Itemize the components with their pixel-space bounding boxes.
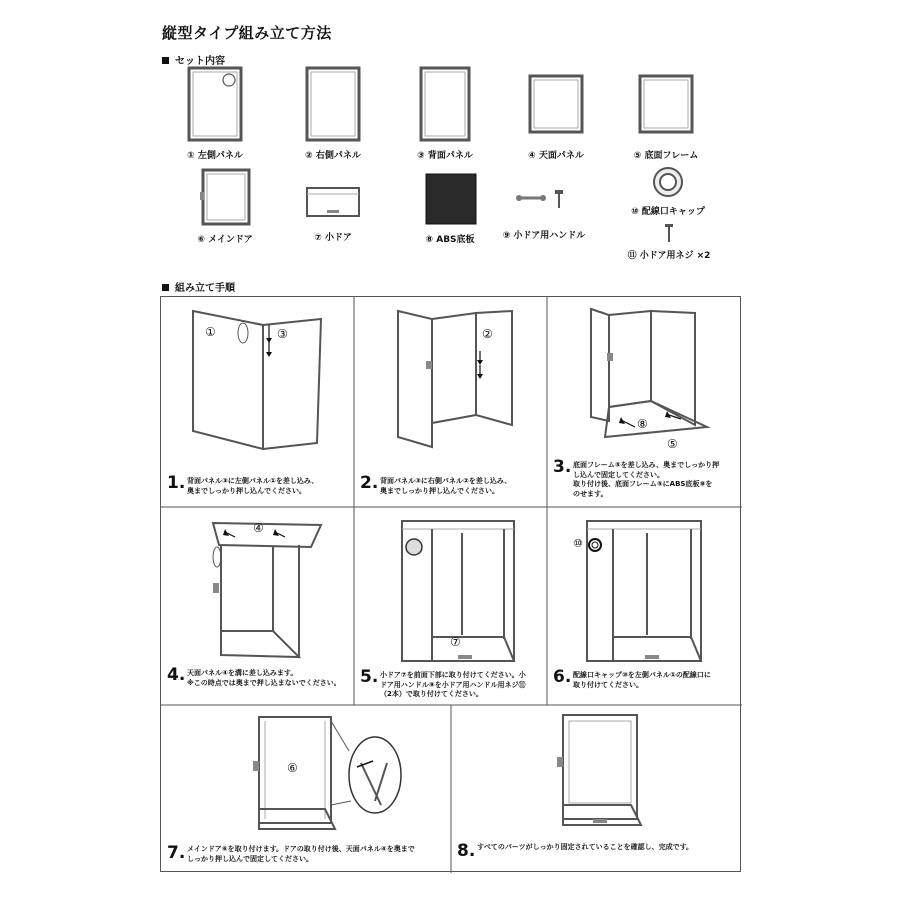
step-5-text: 小ドア⑦を前面下部に取り付けてください。小 ドア用ハンドル⑨を小ドア用ハンドル用ネジ⑪ （2本）で取り付けてください。 [380,671,526,698]
part-abs-board [410,172,490,245]
square-bullet-icon [162,57,169,64]
part-small-door [298,180,368,243]
steps-grid [160,296,741,872]
part-top-panel [518,70,594,161]
part-back-panel [410,64,480,161]
step-2-mark-right: ② [482,327,493,341]
part-screws [614,222,724,261]
step-3 [547,297,742,507]
top-panel-icon [524,70,588,144]
left-panel-icon [185,64,245,144]
part-small-door-handle [494,178,594,241]
step-8-number: 8. [457,841,476,861]
cable-cap-icon [648,164,688,200]
right-panel-icon [303,64,363,144]
step-3-number: 3. [553,457,572,477]
step-4-text: 天面パネル④を溝に差し込みます。 ※この時点では奥まで押し込まないでください。 [187,669,341,687]
part-label: ⑦ 小ドア [314,233,352,243]
part-left-panel [180,64,250,161]
step-6-text: 配線口キャップ⑩を左側パネル①の配線口に 取り付けてください。 [573,671,711,689]
part-label: ⑪ 小ドア用ネジ ×2 [627,251,711,261]
part-right-panel [298,64,368,161]
step-1-text: 背面パネル③に左側パネル①を差し込み、 奥までしっかり押し込んでください。 [187,477,319,495]
step-3-mark-frame: ⑤ [667,437,678,451]
step-6-number: 6. [553,667,572,687]
step-1-mark-left: ① [205,325,216,339]
step-2 [354,297,547,507]
step-8 [451,705,742,873]
bottom-frame-icon [634,70,698,144]
step-5-mark-door: ⑦ [450,635,461,649]
step-7 [161,705,451,873]
part-label: ④ 天面パネル [528,151,584,161]
step-2-number: 2. [360,473,379,493]
step-5 [354,507,547,705]
part-label: ⑩ 配線口キャップ [631,207,705,217]
step-7-number: 7. [167,843,186,863]
step-1-number: 1. [167,473,186,493]
part-cable-cap [618,164,718,217]
small-door-icon [301,180,365,226]
step-4 [161,507,354,705]
back-panel-icon [415,64,475,144]
step-4-number: 4. [167,665,186,685]
handle-icon [509,178,579,224]
step-5-number: 5. [360,667,379,687]
part-label: ① 左側パネル [187,151,243,161]
step-1 [161,297,354,507]
part-label: ⑤ 底面フレーム [633,151,699,161]
part-main-door [190,166,260,245]
square-bullet-icon [162,284,169,291]
step-7-text: メインドア⑥を取り付けます。ドアの取り付け後、天面パネル④を奥まで しっかり押し込んで固定してください。 [187,845,415,863]
part-label: ⑥ メインドア [197,235,253,245]
part-label: ② 右側パネル [305,151,361,161]
main-door-icon [197,166,253,228]
step-4-mark-top: ④ [253,521,264,535]
section-contents-label: セット内容 [175,56,225,67]
section-steps-label: 組み立て手順 [175,283,235,294]
step-3-text: 底面フレーム⑤を差し込み、奥までしっかり押 し込んで固定してください。 取り付け後、底面フレーム⑤にABS底板⑧を のせます。 [573,461,720,498]
step-1-illustration [161,297,354,507]
page-title: 縦型タイプ組み立て方法 [162,24,332,42]
step-6 [547,507,742,705]
step-7-mark-door: ⑥ [287,761,298,775]
step-2-illustration [354,297,547,507]
abs-board-icon [420,172,480,228]
section-steps-heading [162,279,235,294]
step-1-mark-back: ③ [277,327,288,341]
part-label: ⑨ 小ドア用ハンドル [502,231,586,241]
part-label: ③ 背面パネル [417,151,473,161]
part-bottom-frame [628,70,704,161]
step-2-text: 背面パネル③に右側パネル②を差し込み、 奥までしっかり押し込んでください。 [380,477,512,495]
step-3-mark-abs: ⑧ [637,417,648,431]
part-label: ⑧ ABS底板 [425,235,475,245]
step-8-text: すべてのパーツがしっかり固定されていることを確認し、完成です。 [477,843,694,851]
step-6-mark-cap: ⑩ [573,537,583,550]
screw-icon [659,222,679,244]
